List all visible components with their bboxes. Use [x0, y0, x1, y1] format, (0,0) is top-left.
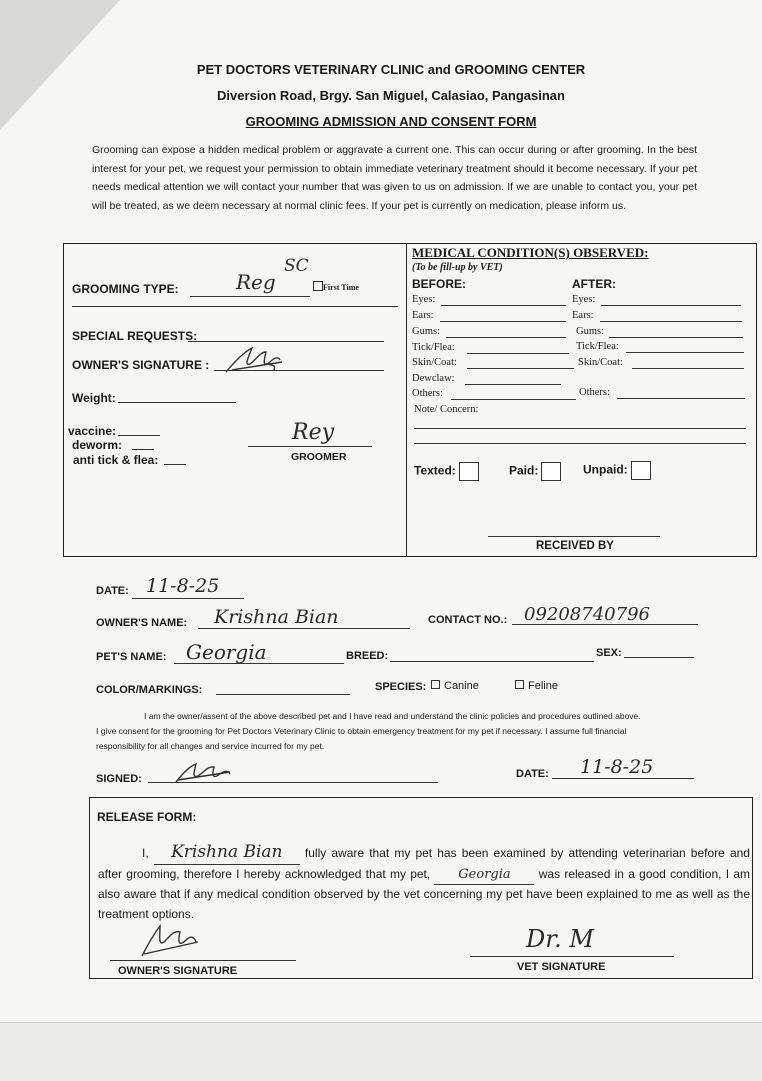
- note-line-2[interactable]: [414, 443, 746, 444]
- before-field[interactable]: [467, 353, 569, 354]
- after-item: Tick/Flea:: [576, 341, 619, 352]
- paid-checkbox[interactable]: [509, 462, 561, 481]
- antitick-field[interactable]: [164, 464, 186, 465]
- before-field[interactable]: [451, 399, 576, 400]
- contact-value: 09208740796: [524, 604, 650, 625]
- release-paragraph: [98, 844, 750, 924]
- before-item: Tick/Flea:: [412, 342, 455, 353]
- paid-label: Paid:: [509, 463, 539, 478]
- received-by-label: RECEIVED BY: [536, 540, 614, 552]
- grooming-type-value: Reg: [236, 270, 276, 294]
- texted-box[interactable]: [459, 462, 479, 481]
- groomer-line: [248, 446, 372, 447]
- after-field[interactable]: [609, 337, 743, 338]
- received-by-line[interactable]: [488, 536, 660, 537]
- owner-name-field[interactable]: [198, 628, 410, 629]
- species-label: SPECIES:: [375, 681, 427, 693]
- grooming-type-field[interactable]: [190, 296, 310, 297]
- texted-label: Texted:: [414, 463, 456, 478]
- release-pet-value: Georgia: [458, 866, 511, 882]
- after-field[interactable]: [632, 368, 744, 369]
- release-title: RELEASE FORM:: [97, 810, 197, 824]
- after-label: AFTER:: [572, 277, 616, 291]
- grooming-type-extra-line: [72, 306, 398, 307]
- before-item: Gums:: [412, 326, 441, 337]
- breed-field[interactable]: [390, 661, 594, 662]
- after-field[interactable]: [601, 305, 741, 306]
- canine-label: Canine: [444, 680, 479, 692]
- vet-signature-value: Dr. M: [526, 925, 594, 953]
- vaccine-label: vaccine:: [68, 424, 117, 438]
- release-owner-signature-line[interactable]: [110, 960, 296, 961]
- page-bottom-edge: [0, 1022, 762, 1081]
- unpaid-checkbox[interactable]: [583, 461, 651, 480]
- consent-line-3: responsibility for all changes and service incurred for my pet.: [96, 741, 325, 751]
- grooming-type-label: GROOMING TYPE:: [72, 282, 179, 296]
- breed-label: BREED:: [346, 650, 389, 662]
- before-item: Eyes:: [412, 294, 436, 305]
- release-owner-field[interactable]: [154, 844, 300, 865]
- release-text-part1: fully aware that my pet has been examined by attending veterinarian before and after grooming, therefore I hereby acknowledged that my pet,: [98, 846, 750, 881]
- signed-signature-image: [172, 758, 242, 793]
- date-field[interactable]: [132, 598, 244, 599]
- after-item: Ears:: [572, 310, 594, 321]
- after-item: Gums:: [576, 326, 605, 337]
- consent-date-label: DATE:: [516, 768, 549, 780]
- before-field[interactable]: [467, 368, 574, 369]
- antitick-label: anti tick & flea:: [73, 453, 159, 467]
- before-label: BEFORE:: [412, 277, 466, 291]
- before-field[interactable]: [446, 337, 566, 338]
- pet-name-label: PET'S NAME:: [96, 651, 167, 663]
- pet-name-value: Georgia: [186, 640, 267, 664]
- sex-label: SEX:: [596, 647, 622, 659]
- contact-label: CONTACT NO.:: [428, 614, 508, 626]
- first-time-label: First Time: [323, 283, 359, 292]
- before-item: Dewclaw:: [412, 373, 455, 384]
- sex-field[interactable]: [624, 657, 694, 658]
- column-divider: [406, 243, 407, 557]
- after-field[interactable]: [617, 398, 745, 399]
- release-owner-value: Krishna Bian: [171, 842, 283, 862]
- feline-label: Feline: [528, 680, 558, 692]
- after-item: Skin/Coat:: [578, 357, 623, 368]
- texted-checkbox[interactable]: [414, 462, 479, 481]
- vet-signature-line[interactable]: [470, 956, 674, 957]
- grooming-type-note: SC: [284, 256, 309, 276]
- weight-label: Weight:: [72, 391, 116, 405]
- first-time-checkbox[interactable]: [313, 281, 359, 292]
- date-value: 11-8-25: [146, 575, 220, 597]
- deworm-label: deworm:: [72, 438, 123, 452]
- release-owner-signature-label: OWNER'S SIGNATURE: [118, 965, 238, 977]
- owner-name-label: OWNER'S NAME:: [96, 617, 188, 629]
- form-title: GROOMING ADMISSION AND CONSENT FORM: [245, 114, 537, 129]
- color-markings-field[interactable]: [216, 694, 350, 695]
- owner-signature-label: OWNER'S SIGNATURE :: [72, 358, 210, 372]
- date-label: DATE:: [96, 585, 129, 597]
- groomer-label: GROOMER: [291, 451, 347, 463]
- after-field[interactable]: [626, 352, 744, 353]
- special-requests-label: SPECIAL REQUESTS:: [72, 329, 198, 343]
- consent-date-field[interactable]: [552, 778, 694, 779]
- groomer-signature-value: Rey: [292, 420, 335, 445]
- signed-label: SIGNED:: [96, 773, 142, 785]
- consent-date-value: 11-8-25: [580, 756, 654, 778]
- owner-signature-image: [222, 342, 292, 383]
- before-item: Ears:: [412, 310, 434, 321]
- feline-option[interactable]: [515, 680, 558, 692]
- canine-option[interactable]: [431, 680, 479, 692]
- after-field[interactable]: [600, 321, 742, 322]
- clinic-name: PET DOCTORS VETERINARY CLINIC and GROOMING CENTER: [196, 62, 586, 77]
- medical-subtitle: (To be fill-up by VET): [412, 262, 503, 273]
- paid-box[interactable]: [541, 462, 561, 481]
- before-field[interactable]: [441, 305, 566, 306]
- unpaid-box[interactable]: [631, 461, 651, 480]
- vaccine-field[interactable]: [118, 435, 160, 436]
- consent-line-1: I am the owner/assent of the above described pet and I have read and understand the clinic policies and procedures outlined above.: [144, 711, 641, 721]
- after-item: Others:: [579, 387, 610, 398]
- before-field[interactable]: [465, 384, 561, 385]
- clinic-address: Diversion Road, Brgy. San Miguel, Calasiao, Pangasinan: [217, 88, 565, 103]
- release-text-part2: was released in a good condition, I am also aware that if any medical condition observed by the vet concerning my pet have been explained to me as well as the treatment options.: [98, 866, 750, 921]
- note-concern-label: Note/ Concern:: [414, 404, 479, 415]
- consent-line-2: I give consent for the grooming for Pet Doctors Veterinary Clinic to obtain emergency treatment for my pet if necessary. I assume full financial: [96, 726, 627, 736]
- before-field[interactable]: [440, 321, 566, 322]
- release-text: [98, 844, 750, 924]
- owner-name-value: Krishna Bian: [214, 606, 339, 628]
- before-item: Others:: [412, 388, 443, 399]
- deworm-field[interactable]: [132, 449, 154, 450]
- medical-title: MEDICAL CONDITION(S) OBSERVED:: [412, 245, 649, 260]
- release-pet-field[interactable]: [434, 865, 534, 886]
- weight-field[interactable]: [118, 402, 236, 403]
- vet-signature-label: VET SIGNATURE: [517, 961, 606, 973]
- intro-paragraph: Grooming can expose a hidden medical problem or aggravate a current one. This can occur during or after grooming. In the best interest for your pet, we request your permission to obtain immediate veterinary treatment should it become necessary. If your pet needs medical attention we will contact your number that was given to us on admission. If we are unable to contact you, your pet will be treated, as we deem necessary at normal clinic fees. If your pet is currently on medication, please inform us.: [92, 144, 697, 212]
- note-line-1[interactable]: [414, 428, 746, 429]
- before-item: Skin/Coat:: [412, 357, 457, 368]
- unpaid-label: Unpaid:: [583, 462, 628, 477]
- release-i-label: I,: [142, 846, 149, 860]
- after-item: Eyes:: [572, 294, 596, 305]
- color-markings-label: COLOR/MARKINGS:: [96, 684, 203, 696]
